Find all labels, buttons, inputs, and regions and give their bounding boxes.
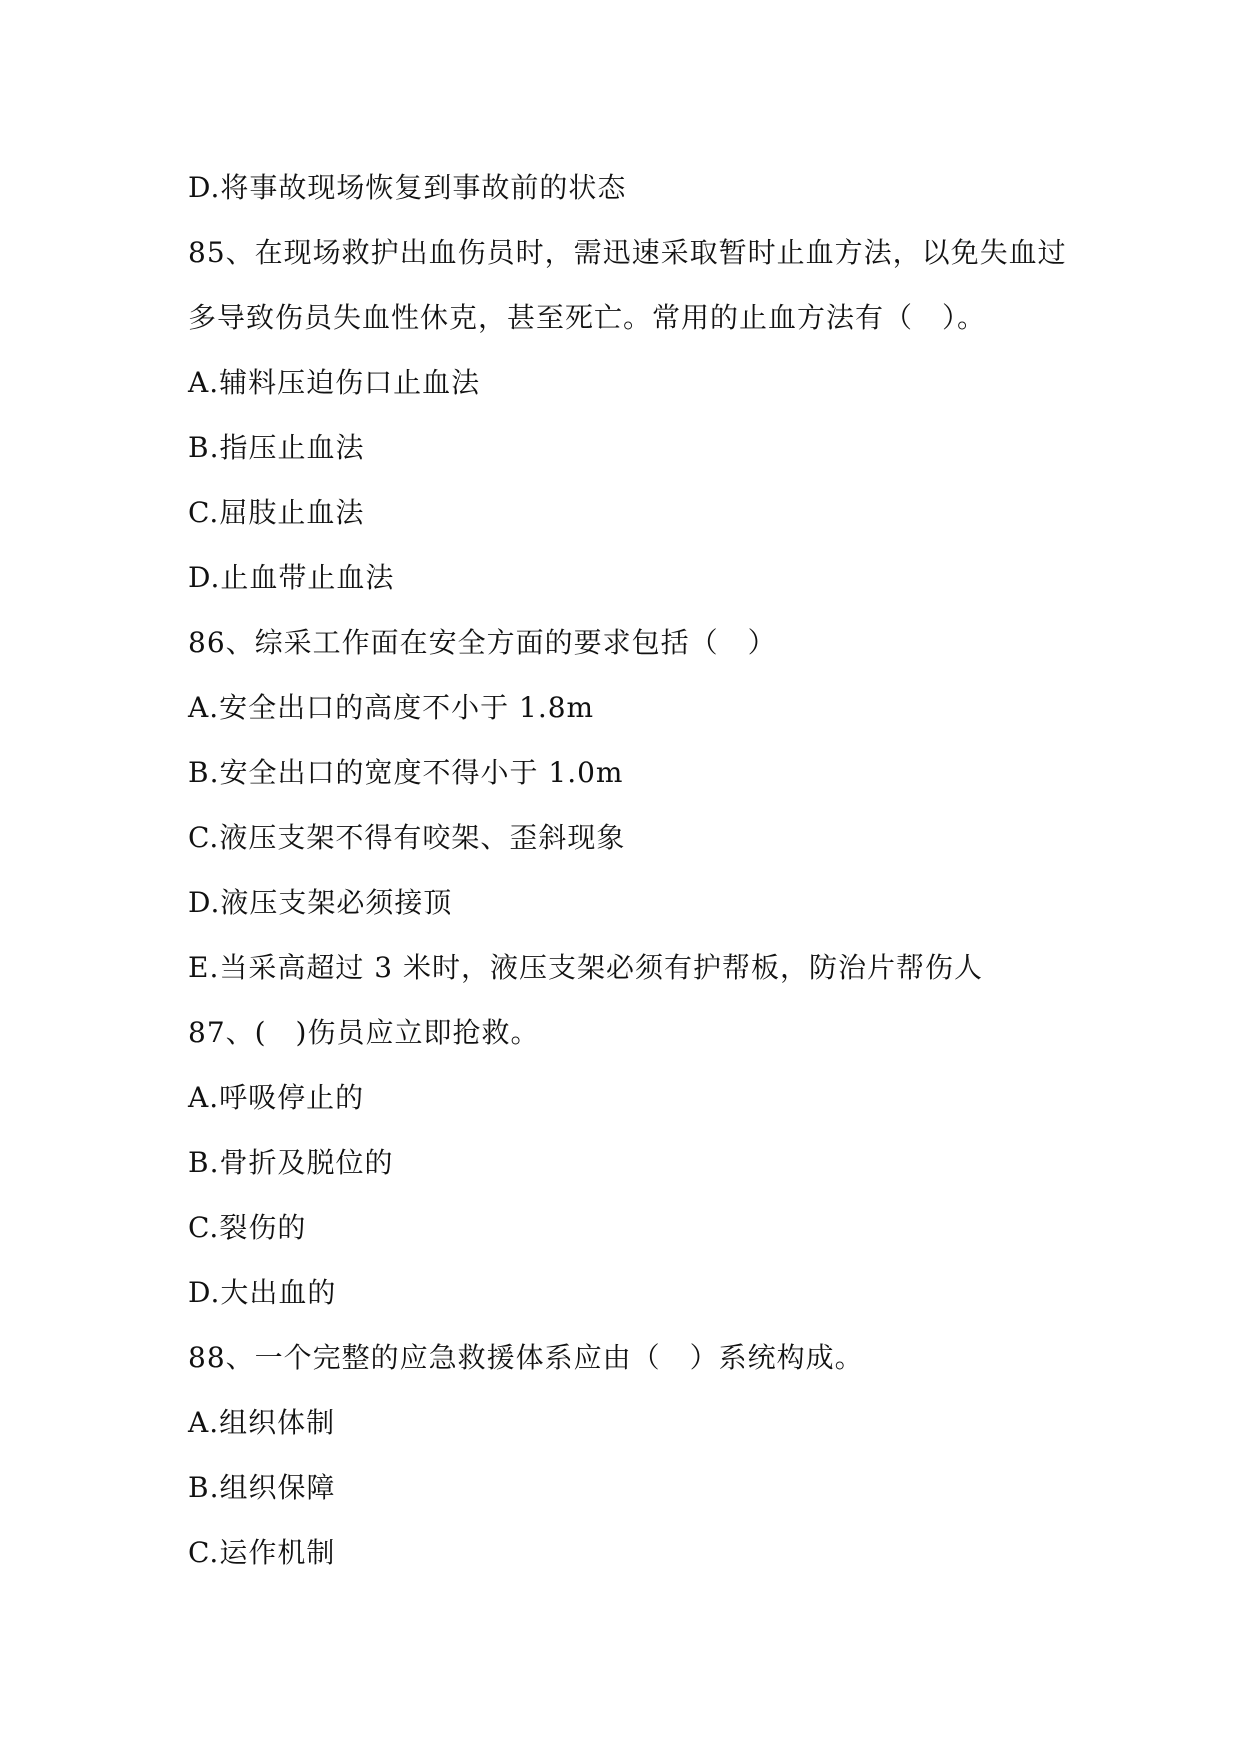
question-list <box>188 155 1068 1585</box>
question-87: 87、( )伤员应立即抢救。 <box>188 1016 540 1049</box>
option-line: C.屈肢止血法 <box>188 496 365 529</box>
option-line: A.辅料压迫伤口止血法 <box>188 366 481 399</box>
question-85-line-2: 多导致伤员失血性休克，甚至死亡。常用的止血方法有（ ）。 <box>188 301 987 334</box>
option-line: B.安全出口的宽度不得小于 1.0m <box>188 756 624 789</box>
option-line: D.液压支架必须接顶 <box>188 886 453 919</box>
option-line: C.裂伤的 <box>188 1211 307 1244</box>
question-86: 86、综采工作面在安全方面的要求包括（ ） <box>188 626 777 659</box>
question-85-line-1: 85、在现场救护出血伤员时，需迅速采取暂时止血方法，以免失血过 <box>188 236 1067 269</box>
option-line: A.呼吸停止的 <box>188 1081 365 1114</box>
option-line: B.骨折及脱位的 <box>188 1146 394 1179</box>
question-88: 88、一个完整的应急救援体系应由（ ）系统构成。 <box>188 1341 864 1374</box>
option-line: C.运作机制 <box>188 1536 336 1569</box>
option-line: D.大出血的 <box>188 1276 337 1309</box>
option-line: E.当采高超过 3 米时，液压支架必须有护帮板，防治片帮伤人 <box>188 951 983 984</box>
option-line: C.液压支架不得有咬架、歪斜现象 <box>188 821 626 854</box>
option-line: B.组织保障 <box>188 1471 336 1504</box>
option-line: A.安全出口的高度不小于 1.8m <box>188 691 595 724</box>
option-line: A.组织体制 <box>188 1406 336 1439</box>
option-line: D.止血带止血法 <box>188 561 395 594</box>
option-line: D.将事故现场恢复到事故前的状态 <box>188 171 627 204</box>
option-line: B.指压止血法 <box>188 431 365 464</box>
